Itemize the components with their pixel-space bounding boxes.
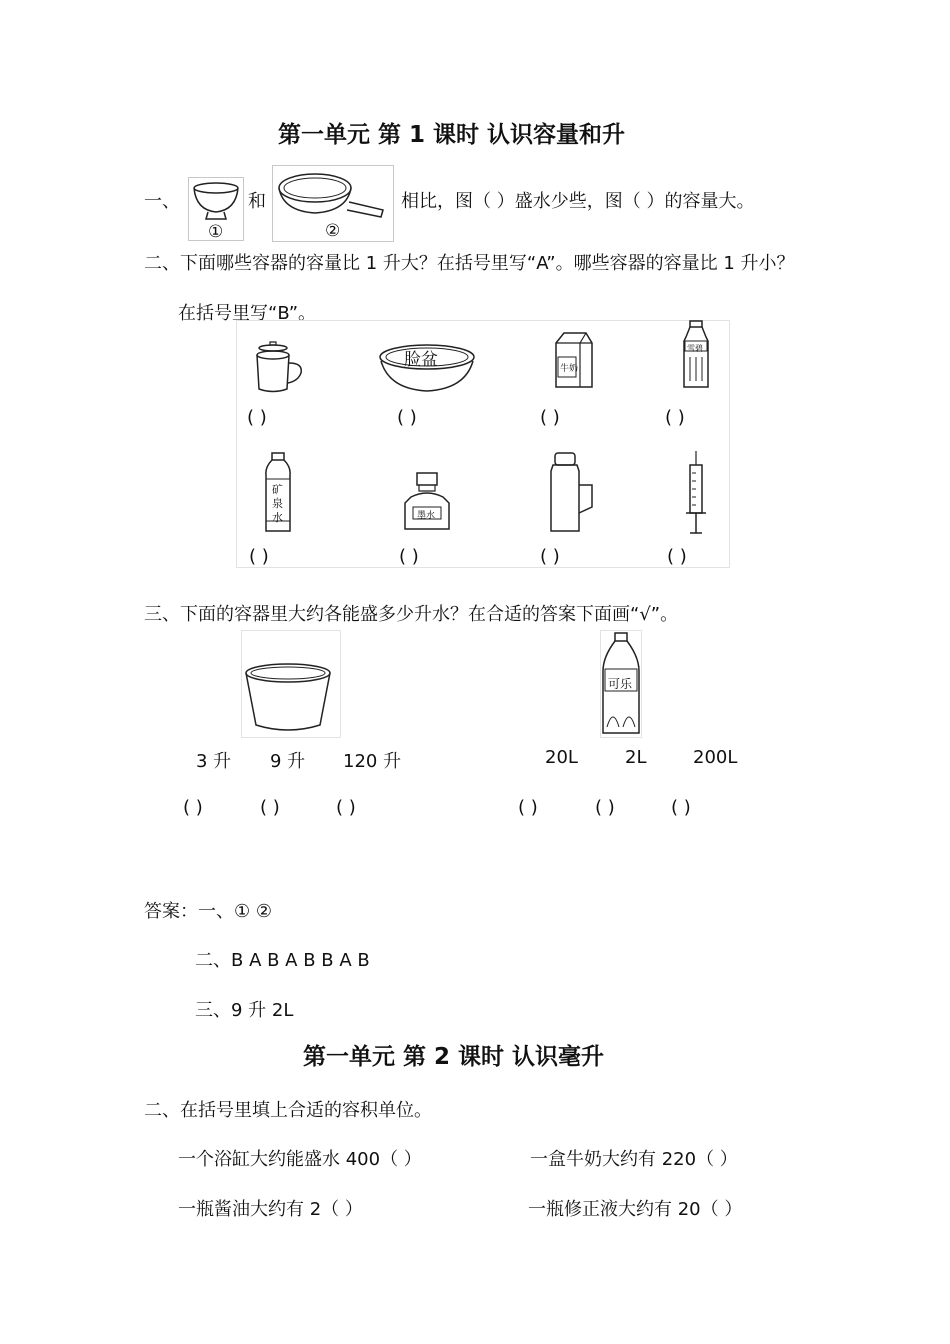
answer-line-2: 二、B A B A B B A B (195, 950, 370, 971)
lesson2-q2: 二、在括号里填上合适的容积单位。 (144, 1100, 432, 1121)
q1-and: 和 (248, 191, 266, 212)
ink-bottle-icon (397, 471, 457, 533)
milk-label: 牛奶 (560, 364, 579, 374)
bracket-thermos: ( ) (540, 546, 560, 567)
bracket-basin: ( ) (397, 407, 417, 428)
bracket-milk: ( ) (540, 407, 560, 428)
figure-label-1: ① (208, 222, 224, 242)
option-2L: 2L (625, 747, 647, 768)
water-label-1: 矿 (272, 483, 283, 496)
pan-icon (273, 166, 393, 221)
q3-bracket-6: ( ) (671, 797, 691, 818)
q2-line1: 二、下面哪些容器的容量比 1 升大？在括号里写“A”。哪些容器的容量比 1 升小？ (144, 253, 795, 274)
bracket-mineral-water: ( ) (249, 546, 269, 567)
q3-bracket-4: ( ) (518, 797, 538, 818)
bowl-figure (188, 177, 244, 241)
q2-line2: 在括号里写“B”。 (178, 303, 317, 324)
sprite-label: 雪碧 (687, 344, 703, 353)
option-3-sheng: 3 升 (196, 751, 232, 772)
pan-figure (272, 165, 394, 242)
option-9-sheng: 9 升 (270, 751, 306, 772)
option-200L: 200L (693, 747, 738, 768)
figure-label-2: ② (325, 221, 341, 241)
lesson2-item-bathtub: 一个浴缸大约能盛水 400（ ） (178, 1149, 422, 1170)
thermos-icon (542, 451, 598, 535)
answer-line-1: 答案：一、① ② (144, 901, 272, 922)
lesson2-item-correction-fluid: 一瓶修正液大约有 20（ ） (528, 1199, 743, 1220)
cola-figure (600, 630, 642, 738)
ink-label: 墨水 (417, 511, 436, 521)
containers-figure (236, 320, 730, 568)
sprite-bottle-icon (678, 319, 714, 391)
option-20L: 20L (545, 747, 578, 768)
water-label-3: 水 (272, 511, 283, 524)
bowl-icon (189, 178, 243, 224)
q3-bracket-2: ( ) (260, 797, 280, 818)
syringe-icon (684, 451, 708, 539)
q3-bracket-5: ( ) (595, 797, 615, 818)
q1-number: 一、 (144, 191, 180, 212)
cup-icon (249, 341, 305, 397)
lesson2-item-soy-sauce: 一瓶酱油大约有 2（ ） (178, 1199, 363, 1220)
q1-text: 相比，图（ ）盛水少些，图（ ）的容量大。 (401, 191, 755, 212)
vat-icon (244, 661, 334, 735)
bracket-sprite: ( ) (665, 407, 685, 428)
bracket-cup: ( ) (247, 407, 267, 428)
bracket-ink: ( ) (399, 546, 419, 567)
q3-bracket-1: ( ) (183, 797, 203, 818)
q3-bracket-3: ( ) (336, 797, 356, 818)
bracket-syringe: ( ) (667, 546, 687, 567)
option-120-sheng: 120 升 (343, 751, 402, 772)
water-label-2: 泉 (272, 497, 283, 510)
lesson2-title: 第一单元 第 2 课时 认识毫升 (303, 1044, 605, 1070)
q3-text: 三、下面的容器里大约各能盛多少升水？在合适的答案下面画“√”。 (144, 604, 679, 625)
lesson1-title: 第一单元 第 1 课时 认识容量和升 (278, 122, 626, 148)
answer-line-3: 三、9 升 2L (195, 1000, 294, 1021)
lesson2-item-milk: 一盒牛奶大约有 220（ ） (530, 1149, 738, 1170)
cola-label: 可乐 (608, 677, 633, 691)
vat-figure (241, 630, 341, 738)
basin-label: 脸盆 (404, 350, 438, 370)
